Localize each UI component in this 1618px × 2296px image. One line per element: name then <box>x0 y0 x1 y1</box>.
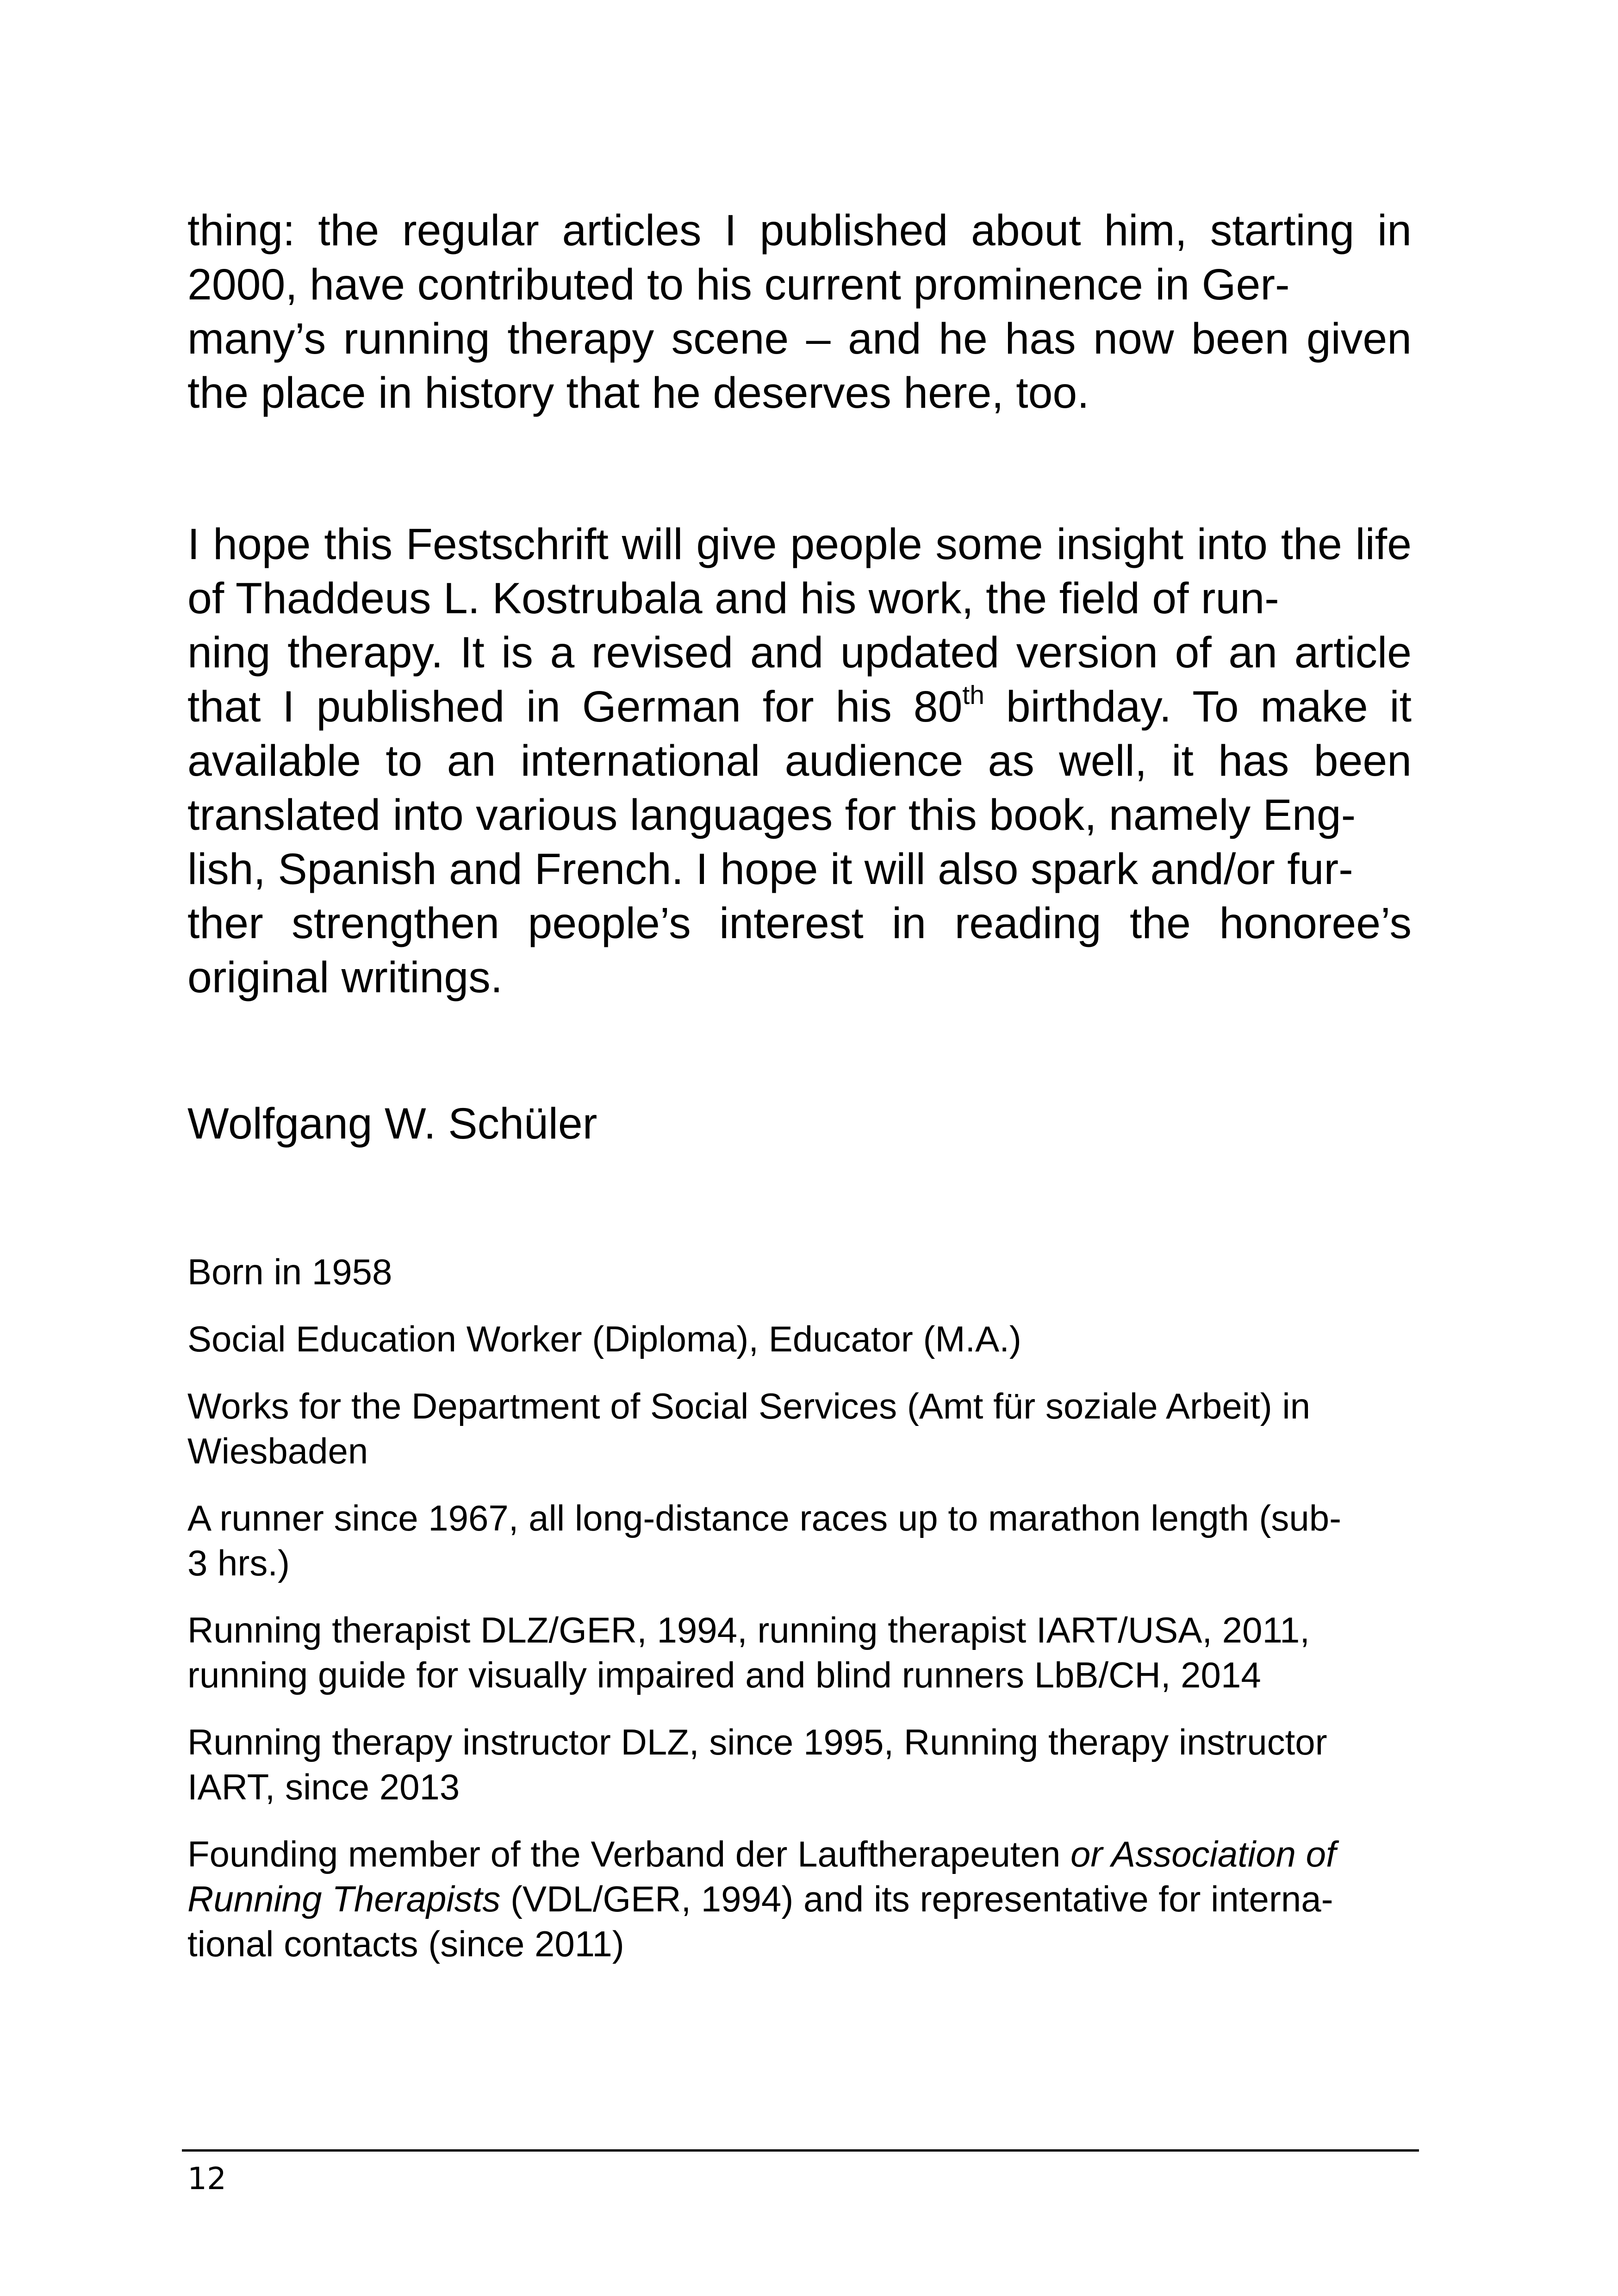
paragraph-1: thing: the regular articles I published about him, starting in 2000, have contributed to his current prominence in Ger- many’s running therapy scene – and he has now been given the place in history that he deserves here, too. <box>187 206 1412 417</box>
footer-rule <box>182 2149 1419 2152</box>
bio-therapist: Running therapist DLZ/GER, 1994, running therapist IART/USA, 2011, running guide for visually impaired and blind runners LbB/CH, 2014 <box>187 1610 1310 1695</box>
page-number: 12 <box>187 2161 226 2196</box>
author-bio <box>187 1250 1412 1989</box>
bio-work: Works for the Department of Social Services (Amt für soziale Arbeit) in Wiesbaden <box>187 1386 1311 1471</box>
bio-instructor: Running therapy instructor DLZ, since 1995, Running therapy instructor IART, since 2013 <box>187 1722 1327 1807</box>
bio-runner: A runner since 1967, all long-distance races up to marathon length (sub- 3 hrs.) <box>187 1498 1342 1583</box>
superscript-th: th <box>962 680 984 710</box>
main-text <box>187 204 1412 1005</box>
author-name: Wolfgang W. Schüler <box>187 1099 597 1148</box>
bio-founding: Founding member of the Verband der Lauftherapeuten or Association of Running Therapists (VDL/GER, 1994) and its representative for interna- tional contacts (since 2011) <box>187 1834 1336 1964</box>
bio-education: Social Education Worker (Diploma), Educator (M.A.) <box>187 1319 1021 1359</box>
paragraph-2: I hope this Festschrift will give people some insight into the life of Thaddeus L. Kostrubala and his work, the field of run- ning therapy. It is a revised and updated version of an article that I published in German for his 80th birthday. To make it available to an international audience as well, it has been translated into various languages for this book, namely Eng- lish, Spanish and French. I hope it will also spark and/or fur- ther strengthen people’s interest in reading the honoree’s original writings. <box>187 520 1412 1002</box>
bio-born: Born in 1958 <box>187 1251 392 1292</box>
